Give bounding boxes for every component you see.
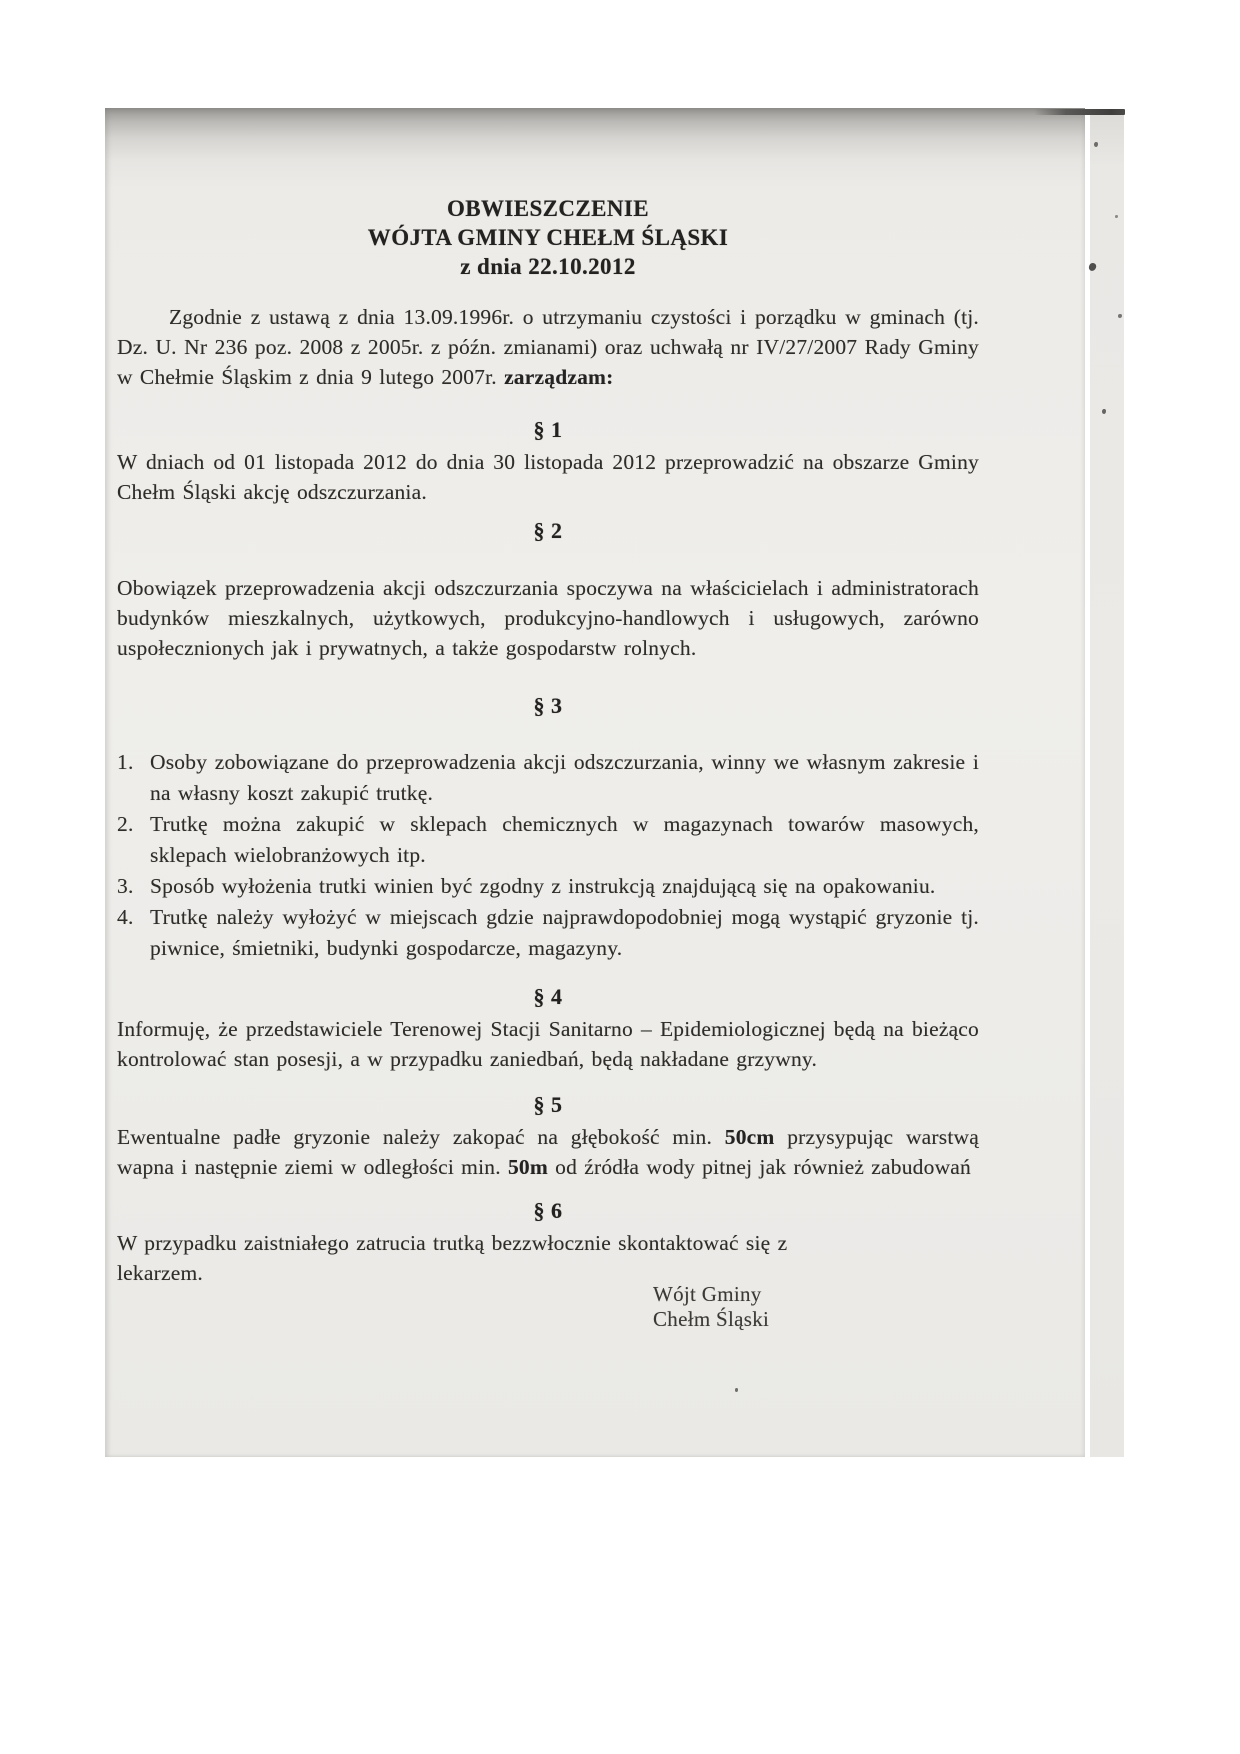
section-3-heading: § 3	[533, 693, 563, 718]
list-item-number: 4.	[117, 905, 134, 929]
intro-text: Zgodnie z ustawą z dnia 13.09.1996r. o utrzymaniu czystości i porządku w gminach (tj. Dz. U. Nr 236 poz. 2008 z 2005r. z późn. zmianami) oraz uchwałą nr IV/27/2007 Rady Gminy w Chełmie Śląskim z dnia 9 lutego 2007r.	[117, 305, 979, 389]
list-item	[117, 809, 979, 871]
list-item-text: Sposób wyłożenia trutki winien być zgodny z instrukcją znajdującą się na opakowaniu.	[150, 874, 936, 898]
scanner-dark-edge-line	[1034, 109, 1125, 115]
section-1-heading: § 1	[533, 417, 563, 442]
section-6-body: W przypadku zaistniałego zatrucia trutką bezzwłocznie skontaktować się z lekarzem.	[117, 1231, 788, 1285]
section-2-body: Obowiązek przeprowadzenia akcji odszczurzania spoczywa na właścicielach i administratorach budynków mieszkalnych, użytkowych, produkcyjno-handlowych i usługowych, zarówno uspołecznionych jak i prywatnych, a także gospodarstw rolnych.	[117, 576, 979, 660]
signature-line-chelm-slaski: Chełm Śląski	[653, 1307, 770, 1331]
signature-block	[653, 1282, 979, 1332]
document-title	[117, 194, 979, 281]
title-line-1: OBWIESZCZENIE	[446, 196, 650, 221]
list-item	[117, 871, 979, 902]
section-5-text-1: Ewentualne padłe gryzonie należy zakopać na głębokość min.	[117, 1125, 725, 1149]
title-line-2: WÓJTA GMINY CHEŁM ŚLĄSKI	[367, 225, 729, 250]
section-6-heading: § 6	[533, 1198, 563, 1223]
section-5-bold-50cm: 50cm	[724, 1125, 775, 1149]
list-item-number: 2.	[117, 812, 134, 836]
list-item-text: Osoby zobowiązane do przeprowadzenia akcji odszczurzania, winny we własnym zakresie i na własny koszt zakupić trutkę.	[150, 750, 979, 805]
title-line-3: z dnia 22.10.2012	[460, 254, 636, 279]
section-5-text-3: od źródła wody pitnej jak również zabudowań	[548, 1155, 971, 1179]
list-item-number: 3.	[117, 874, 134, 898]
section-4-heading: § 4	[533, 984, 563, 1009]
list-item-text: Trutkę można zakupić w sklepach chemicznych w magazynach towarów masowych, sklepach wielobranżowych itp.	[150, 812, 979, 867]
section-1-body: W dniach od 01 listopada 2012 do dnia 30 listopada 2012 przeprowadzić na obszarze Gminy Chełm Śląski akcję odszczurzania.	[117, 450, 979, 504]
list-item	[117, 747, 979, 809]
section-3-list	[117, 747, 979, 964]
list-item-text: Trutkę należy wyłożyć w miejscach gdzie najprawdopodobniej mogą wystąpić gryzonie tj. piwnice, śmietniki, budynki gospodarcze, magazyny.	[150, 905, 979, 960]
section-5-text-2: przysypując warstwą wapna i następnie ziemi w odległości min.	[117, 1125, 979, 1179]
intro-paragraph	[117, 302, 979, 392]
signature-line-wojt-gminy: Wójt Gminy	[653, 1282, 762, 1306]
intro-bold-zarzadzam: zarządzam:	[504, 365, 614, 389]
section-2-heading: § 2	[533, 518, 563, 543]
section-5-bold-50m: 50m	[507, 1155, 548, 1179]
section-5-heading: § 5	[533, 1092, 563, 1117]
section-5-body	[117, 1122, 979, 1182]
list-item	[117, 902, 979, 964]
list-item-number: 1.	[117, 750, 134, 774]
scanned-page	[105, 108, 1085, 1457]
section-4-body: Informuję, że przedstawiciele Terenowej Stacji Sanitarno – Epidemiologicznej będą na bieżąco kontrolować stan posesji, a w przypadku zaniedbań, będą nakładane grzywny.	[117, 1017, 979, 1071]
